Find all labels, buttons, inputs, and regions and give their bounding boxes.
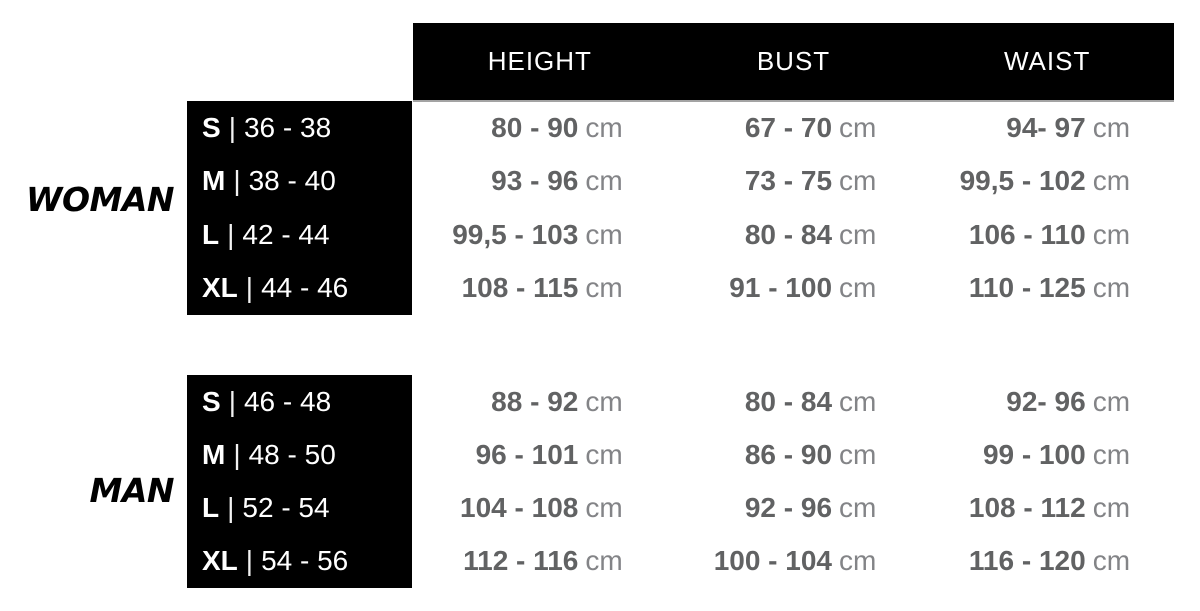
size-letter: S: [202, 111, 221, 143]
measurement-unit: cm: [839, 385, 877, 417]
measurement-unit: cm: [585, 545, 623, 577]
measurement-value: 100 - 104: [713, 545, 833, 577]
size-row-woman-xl: [187, 262, 412, 316]
table-header: [413, 23, 1174, 102]
cell-height: [413, 155, 667, 209]
size-row-man-m: [187, 428, 412, 481]
cell-waist: [920, 262, 1174, 316]
size-separator: |: [245, 545, 254, 577]
cell-bust: [667, 482, 921, 535]
cell-waist: [920, 101, 1174, 155]
cell-waist: [920, 208, 1174, 262]
cell-height: [413, 482, 667, 535]
size-row-woman-l: [187, 208, 412, 262]
measurement-unit: cm: [839, 438, 877, 470]
measurement-unit: cm: [1092, 272, 1131, 304]
measurement-value: 99 - 100: [982, 438, 1086, 470]
measurement-unit: cm: [1092, 492, 1131, 524]
size-separator: |: [228, 385, 236, 417]
size-letter: M: [202, 438, 226, 470]
measurement-unit: cm: [1092, 545, 1131, 577]
table-row-woman-s: [413, 101, 1174, 155]
size-range: 36 - 38: [243, 111, 332, 143]
measurement-value: 73 - 75: [744, 165, 833, 197]
cell-bust: [667, 101, 921, 155]
measurement-value: 80 - 84: [744, 385, 833, 417]
cell-bust: [667, 375, 921, 428]
cell-bust: [667, 535, 921, 588]
measurement-value: 80 - 84: [744, 218, 833, 250]
cell-waist: [920, 375, 1174, 428]
column-header-bust: BUST: [756, 46, 831, 76]
size-separator: |: [233, 165, 241, 197]
cell-height: [413, 428, 667, 481]
measurement-value: 112 - 116: [463, 545, 579, 577]
size-letter: L: [202, 492, 220, 524]
size-row-woman-m: [187, 155, 412, 209]
table-row-man-m: [413, 428, 1174, 481]
measurement-value: 99,5 - 102: [959, 165, 1086, 197]
size-row-woman-s: [187, 101, 412, 155]
measurement-value: 108 - 112: [968, 492, 1086, 524]
size-letter: S: [202, 385, 221, 417]
measurement-value: 110 - 125: [968, 272, 1086, 304]
size-range: 38 - 40: [248, 165, 336, 197]
measurement-unit: cm: [585, 111, 623, 143]
size-separator: |: [228, 111, 236, 143]
cell-bust: [667, 428, 921, 481]
size-row-man-xl: [187, 535, 412, 588]
cell-height: [413, 208, 667, 262]
cell-bust: [667, 262, 921, 316]
measurement-value: 108 - 115: [461, 272, 579, 304]
size-range: 46 - 48: [243, 385, 332, 417]
cell-waist: [920, 155, 1174, 209]
measurement-unit: cm: [1092, 385, 1131, 417]
measurements-man: [413, 375, 1174, 588]
measurement-value: 88 - 92: [491, 385, 579, 417]
cell-waist: [920, 535, 1174, 588]
cell-bust: [667, 155, 921, 209]
measurement-unit: cm: [839, 272, 877, 304]
size-box-man: [187, 375, 412, 588]
size-range: 42 - 44: [242, 218, 330, 250]
size-separator: |: [233, 438, 241, 470]
measurement-value: 86 - 90: [744, 438, 833, 470]
size-range: 54 - 56: [261, 545, 349, 577]
measurement-unit: cm: [839, 492, 877, 524]
measurement-unit: cm: [585, 385, 623, 417]
cell-waist: [920, 482, 1174, 535]
column-header-waist: WAIST: [1003, 46, 1091, 76]
size-range: 48 - 50: [248, 438, 336, 470]
measurements-woman: [413, 101, 1174, 315]
measurement-value: 93 - 96: [491, 165, 579, 197]
cell-bust: [667, 208, 921, 262]
table-row-woman-xl: [413, 262, 1174, 316]
measurement-unit: cm: [1092, 111, 1131, 143]
size-letter: XL: [202, 545, 238, 577]
size-range: 44 - 46: [261, 272, 349, 304]
size-letter: L: [202, 218, 220, 250]
measurement-unit: cm: [585, 272, 623, 304]
table-row-woman-m: [413, 155, 1174, 209]
size-separator: |: [227, 218, 235, 250]
measurement-value: 94- 97: [1006, 111, 1086, 143]
measurement-unit: cm: [1092, 438, 1131, 470]
measurement-unit: cm: [839, 545, 877, 577]
measurement-unit: cm: [1092, 165, 1131, 197]
cell-height: [413, 375, 667, 428]
cell-waist: [920, 428, 1174, 481]
table-row-man-l: [413, 482, 1174, 535]
size-letter: XL: [202, 272, 238, 304]
measurement-value: 91 - 100: [729, 272, 833, 304]
measurement-unit: cm: [1092, 218, 1131, 250]
size-letter: M: [202, 165, 226, 197]
measurement-value: 116 - 120: [968, 545, 1086, 577]
size-row-man-s: [187, 375, 412, 428]
measurement-value: 104 - 108: [460, 492, 579, 524]
measurement-unit: cm: [585, 492, 623, 524]
cell-height: [413, 535, 667, 588]
measurement-unit: cm: [585, 438, 623, 470]
measurement-value: 67 - 70: [744, 111, 833, 143]
measurement-unit: cm: [839, 165, 877, 197]
measurement-value: 92 - 96: [744, 492, 833, 524]
cell-height: [413, 101, 667, 155]
table-row-woman-l: [413, 208, 1174, 262]
measurement-value: 80 - 90: [491, 111, 579, 143]
size-range: 52 - 54: [242, 492, 330, 524]
measurement-unit: cm: [839, 218, 877, 250]
measurement-value: 99,5 - 103: [452, 218, 579, 250]
measurement-value: 106 - 110: [968, 218, 1086, 250]
measurement-unit: cm: [585, 218, 623, 250]
size-separator: |: [227, 492, 235, 524]
size-box-woman: [187, 101, 412, 315]
measurement-unit: cm: [585, 165, 623, 197]
section-label-man: MAN: [89, 471, 174, 510]
section-label-woman: WOMAN: [26, 180, 174, 219]
measurement-value: 96 - 101: [475, 438, 579, 470]
table-row-man-xl: [413, 535, 1174, 588]
measurement-value: 92- 96: [1006, 385, 1086, 417]
measurement-unit: cm: [839, 111, 877, 143]
cell-height: [413, 262, 667, 316]
table-row-man-s: [413, 375, 1174, 428]
size-row-man-l: [187, 482, 412, 535]
size-separator: |: [245, 272, 254, 304]
column-header-height: HEIGHT: [487, 46, 592, 76]
